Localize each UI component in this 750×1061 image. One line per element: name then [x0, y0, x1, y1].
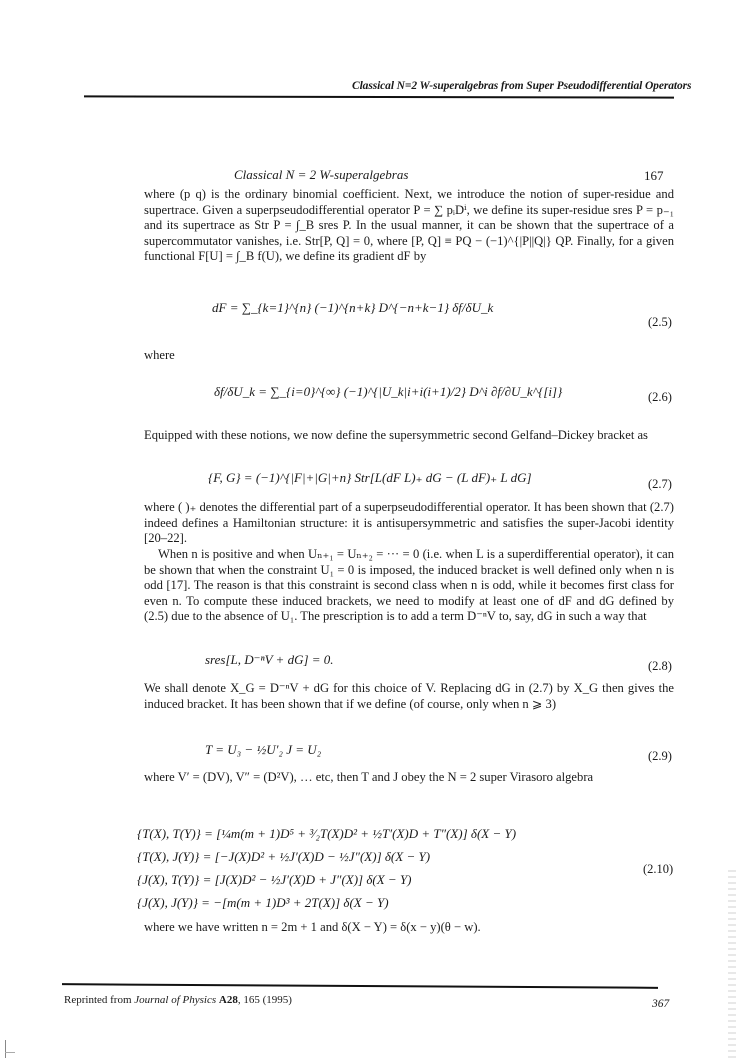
- paragraph-constraint: When n is positive and when Uₙ₊₁ = Uₙ₊₂ = ··· = 0 (i.e. when L is a superdifferential operator), it can be shown that when the constraint U₁ = 0 is imposed, the induced bracket is well defined only when n is odd [17]. The reason is that this constraint is second class when n is odd, while it becomes first class for even n. To compute these induced brackets, we need to modify at least one of dF and dG defined by (2.5) due to the absence of U₁. The prescription is to add a term D⁻ⁿV to, say, dG in such a way that: [144, 547, 674, 624]
- reprint-citation: [64, 994, 292, 1006]
- journal-name: Journal of Physics: [134, 994, 217, 1006]
- paragraph-virasoro: where V′ = (DV), V″ = (D²V), … etc, then T and J obey the N = 2 super Virasoro algebra: [144, 770, 594, 784]
- equation-2-10: [137, 822, 516, 914]
- equation-2-5: [212, 300, 493, 316]
- inner-page-number: 167: [644, 168, 664, 183]
- equation-2-7: [208, 470, 532, 486]
- equation-2-8: [205, 652, 334, 668]
- paragraph-where: where: [144, 348, 175, 362]
- equation-2-10-line: {J(X), T(Y)} = [J(X)D² − ½J′(X)D + J″(X)] δ(X − Y): [137, 872, 412, 887]
- reprint-prefix: Reprinted from: [64, 994, 135, 1006]
- header-rule: [84, 95, 674, 98]
- equation-2-5-body: dF = ∑_{k=1}^{n} (−1)^{n+k} D^{−n+k−1} δf/δU_k: [212, 300, 494, 315]
- equation-2-10-line: {T(X), T(Y)} = [¼m(m + 1)D⁵ + ³⁄₂T(X)D² + ½T′(X)D + T″(X)] δ(X − Y): [137, 826, 517, 841]
- equation-2-6-body: δf/δU_k = ∑_{i=0}^{∞} (−1)^{|U_k|i+i(i+1)/2} D^i ∂f/∂U_k^{[i]}: [214, 384, 563, 399]
- equation-2-9-body: T = U₃ − ½U′₂ J = U₂: [205, 742, 322, 757]
- outer-page-number: 367: [652, 998, 670, 1010]
- footer-rule: [62, 983, 658, 989]
- equation-2-5-number: (2.5): [648, 315, 672, 329]
- equation-2-10-line: {J(X), J(Y)} = −[m(m + 1)D³ + 2T(X)] δ(X − Y): [137, 895, 389, 910]
- equation-2-6: [214, 384, 562, 400]
- equation-2-9: [205, 742, 321, 758]
- inner-page-title: Classical N = 2 W-superalgebras: [234, 167, 409, 182]
- equation-2-7-number: (2.7): [648, 477, 672, 491]
- paragraph-gelfand-dickey: Equipped with these notions, we now define the supersymmetric second Gelfand–Dickey bracket as: [144, 428, 648, 442]
- paragraph-supertrace: where (p q) is the ordinary binomial coefficient. Next, we introduce the notion of super-residue and supertrace. Given a superpseudodifferential operator P = ∑ pᵢDⁱ, we define its super-residue sres P = p₋₁ and its supertrace as Str P = ∫_B sres P. In the usual manner, it can be shown that the supertrace of a supercommutator vanishes, i.e. Str[P, Q] = 0, where [P, Q] ≡ PQ − (−1)^{|P||Q|} QP. Finally, for a given functional F[U] = ∫_B f(U), we define its gradient dF by: [144, 187, 674, 264]
- paragraph-hamiltonian: where ( )₊ denotes the differential part of a superpseudodifferential operator. It has been shown that (2.7) indeed defines a Hamiltonian structure: it is antisupersymmetric and satisfies the super-Jacobi identity [20–22].: [144, 500, 674, 546]
- equation-2-6-number: (2.6): [648, 390, 672, 404]
- crop-mark: [5, 1040, 6, 1058]
- equation-2-9-number: (2.9): [648, 749, 672, 763]
- running-head: Classical N=2 W-superalgebras from Super Pseudodifferential Operators: [352, 80, 692, 92]
- equation-2-8-body: sres[L, D⁻ⁿV + dG] = 0.: [205, 652, 334, 667]
- equation-2-10-number: (2.10): [643, 862, 674, 876]
- journal-volume: A28: [218, 994, 238, 1006]
- equation-2-10-line: {T(X), J(Y)} = [−J(X)D² + ½J′(X)D − ½J″(X)] δ(X − Y): [137, 849, 431, 864]
- citation-details: , 165 (1995): [237, 994, 292, 1006]
- equation-2-8-number: (2.8): [648, 659, 672, 673]
- paragraph-closing: where we have written n = 2m + 1 and δ(X − Y) = δ(x − y)(θ − w).: [144, 920, 481, 934]
- crop-mark: [5, 1052, 15, 1053]
- equation-2-7-body: {F, G} = (−1)^{|F|+|G|+n} Str[L(dF L)₊ dG − (L dF)₊ L dG]: [208, 470, 532, 485]
- scan-edge-artifact: [728, 870, 736, 1060]
- paragraph-induced-bracket: We shall denote X_G = D⁻ⁿV + dG for this choice of V. Replacing dG in (2.7) by X_G then gives the induced bracket. It has been shown that if we define (of course, only when n ⩾ 3): [144, 681, 674, 711]
